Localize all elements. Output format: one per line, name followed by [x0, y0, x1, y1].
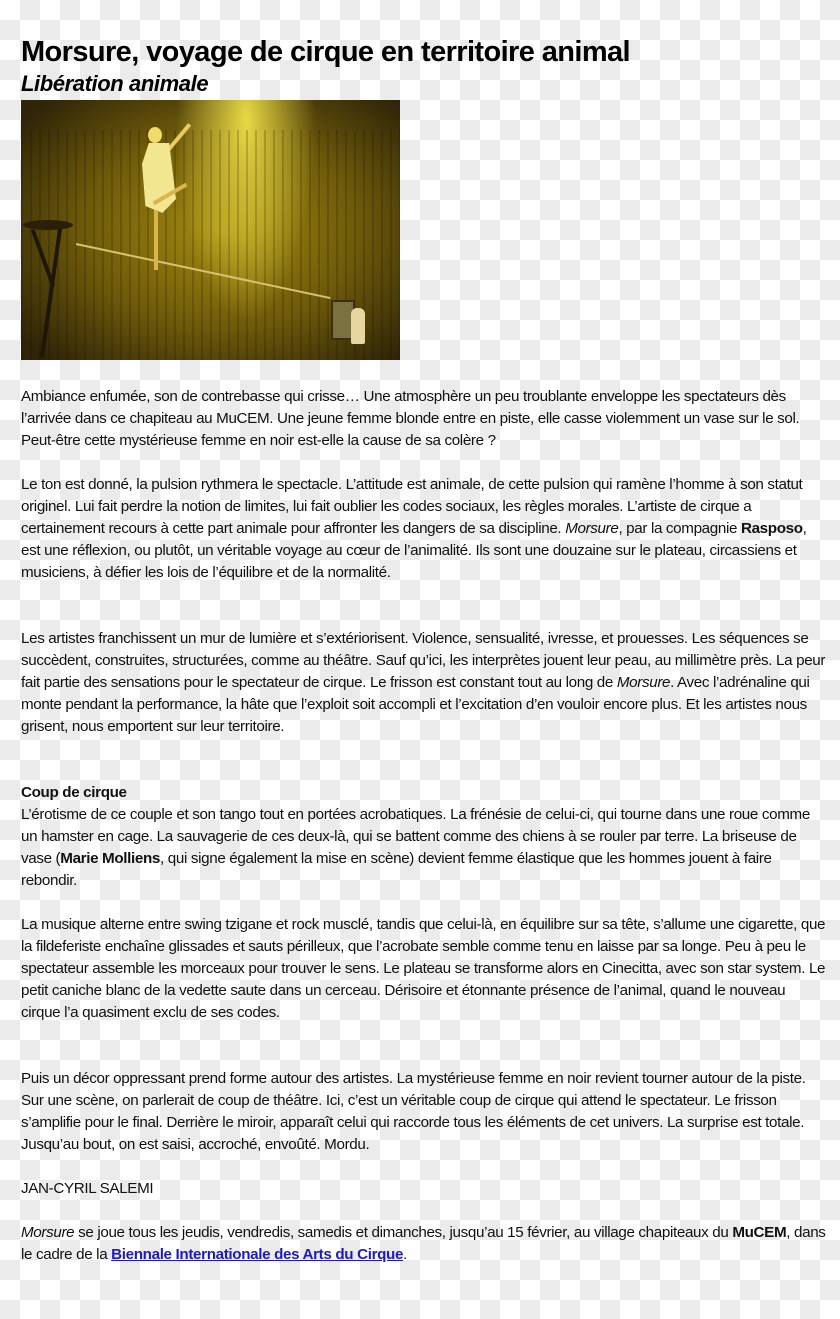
show-title-italic: Morsure [565, 520, 619, 537]
biennale-link[interactable]: Biennale Internationale des Arts du Cirque [111, 1246, 404, 1263]
pedestal-top [23, 220, 73, 230]
paragraph-6: Puis un décor oppressant prend forme autour des artistes. La mystérieuse femme en noir revient tourner autour de la piste. Sur une scène, on parlerait de coup de théâtre. Ici, c’est un véritable coup de cirque qui attend le spectateur. Le frisson s’amplifie pour le final. Derrière le miroir, apparaît celui qui raccorde tous les éléments de cet univers. La surprise est totale. Jusqu’au bout, on est saisi, accroché, envoûté. Mordu. [21, 1070, 806, 1153]
event-info: Morsure se joue tous les jeudis, vendredis, samedis et dimanches, jusqu’au 15 février, au village chapiteaux du MuCEM, dans le cadre de la Biennale Internationale des Arts du Cirque. [21, 1224, 826, 1263]
paragraph-3: Les artistes franchissent un mur de lumière et s’extériorisent. Violence, sensualité, ivresse, et prouesses. Les séquences se succèdent, construites, structurées, comme au théâtre. Sauf qu’ici, les interprètes jouent leur peau, au millimètre près. La peur fait partie des sensations pour le spectateur de cirque. Le frisson est constant tout au long de Morsure. Avec l’adrénaline qui monte pendant la performance, la hâte que l’exploit soit accompli et l’excitation d’en vouloir encore plus. Et les artistes nous grisent, nous emportent sur leur territoire. [21, 630, 826, 735]
article-subtitle: Libération animale [21, 71, 209, 96]
show-title-italic: Morsure [616, 674, 671, 691]
paragraph-2: Le ton est donné, la pulsion rythmera le spectacle. L’attitude est animale, de cette pulsion qui ramène l’homme à son statut originel. Lui fait perdre la notion de limites, lui fait oublier les codes sociaux, les règles morales. L’artiste de cirque a certainement recours à cette part animale pour affronter les dangers de sa discipline. Morsure, par la compagnie Rasposo, est une réflexion, ou plutôt, un véritable voyage au cœur de l’animalité. Ils sont une douzaine sur le plateau, circassiens et musiciens, à défier les lois de l’équilibre et de la normalité. [21, 476, 807, 581]
paragraph-intro: Ambiance enfumée, son de contrebasse qui crisse… Une atmosphère un peu troublante enveloppe les spectateurs dès l’arrivée dans ce chapiteau au MuCEM. Une jeune femme blonde entre en piste, elle casse violemment un vase sur le sol. Peut-être cette mystérieuse femme en noir est-elle la cause de sa colère ? [21, 388, 800, 449]
performer-background [351, 308, 365, 344]
director-name: Marie Molliens [60, 850, 161, 867]
venue-name: MuCEM [732, 1224, 787, 1241]
article [21, 34, 826, 1263]
article-title: Morsure, voyage de cirque en territoire animal [21, 36, 630, 68]
company-name: Rasposo [740, 520, 803, 537]
section-subheading: Coup de cirque [21, 784, 127, 801]
author-byline: JAN-CYRIL SALEMI [21, 1180, 154, 1197]
show-title-italic: Morsure [21, 1224, 75, 1241]
paragraph-4: L’érotisme de ce couple et son tango tout en portées acrobatiques. La frénésie de celui-ci, qui tourne dans une roue comme un hamster en cage. La sauvagerie de ces deux-là, qui se battent comme des chiens à se rouler par terre. La briseuse de vase (Marie Molliens, qui signe également la mise en scène) devient femme élastique que les hommes jouent à faire rebondir. [21, 806, 810, 889]
photo-circus-performer [21, 100, 400, 360]
paragraph-5: La musique alterne entre swing tzigane et rock musclé, tandis que celui-là, en équilibre sur sa tête, s’allume une cigarette, que la fildeferiste enchaîne glissades et sauts périlleux, que l’acrobate semble comme tenu en laisse par sa longe. Peu à peu le spectateur assemble les morceaux pour trouver le sens. Le plateau se transforme alors en Cinecitta, avec son star system. Le petit caniche blanc de la vedette saute dans un cerceau. Dérisoire et étonnante présence de l’animal, quand le nouveau cirque l’a quasiment exclu de ses codes. [21, 916, 826, 1021]
tightrope-walker [126, 115, 186, 270]
